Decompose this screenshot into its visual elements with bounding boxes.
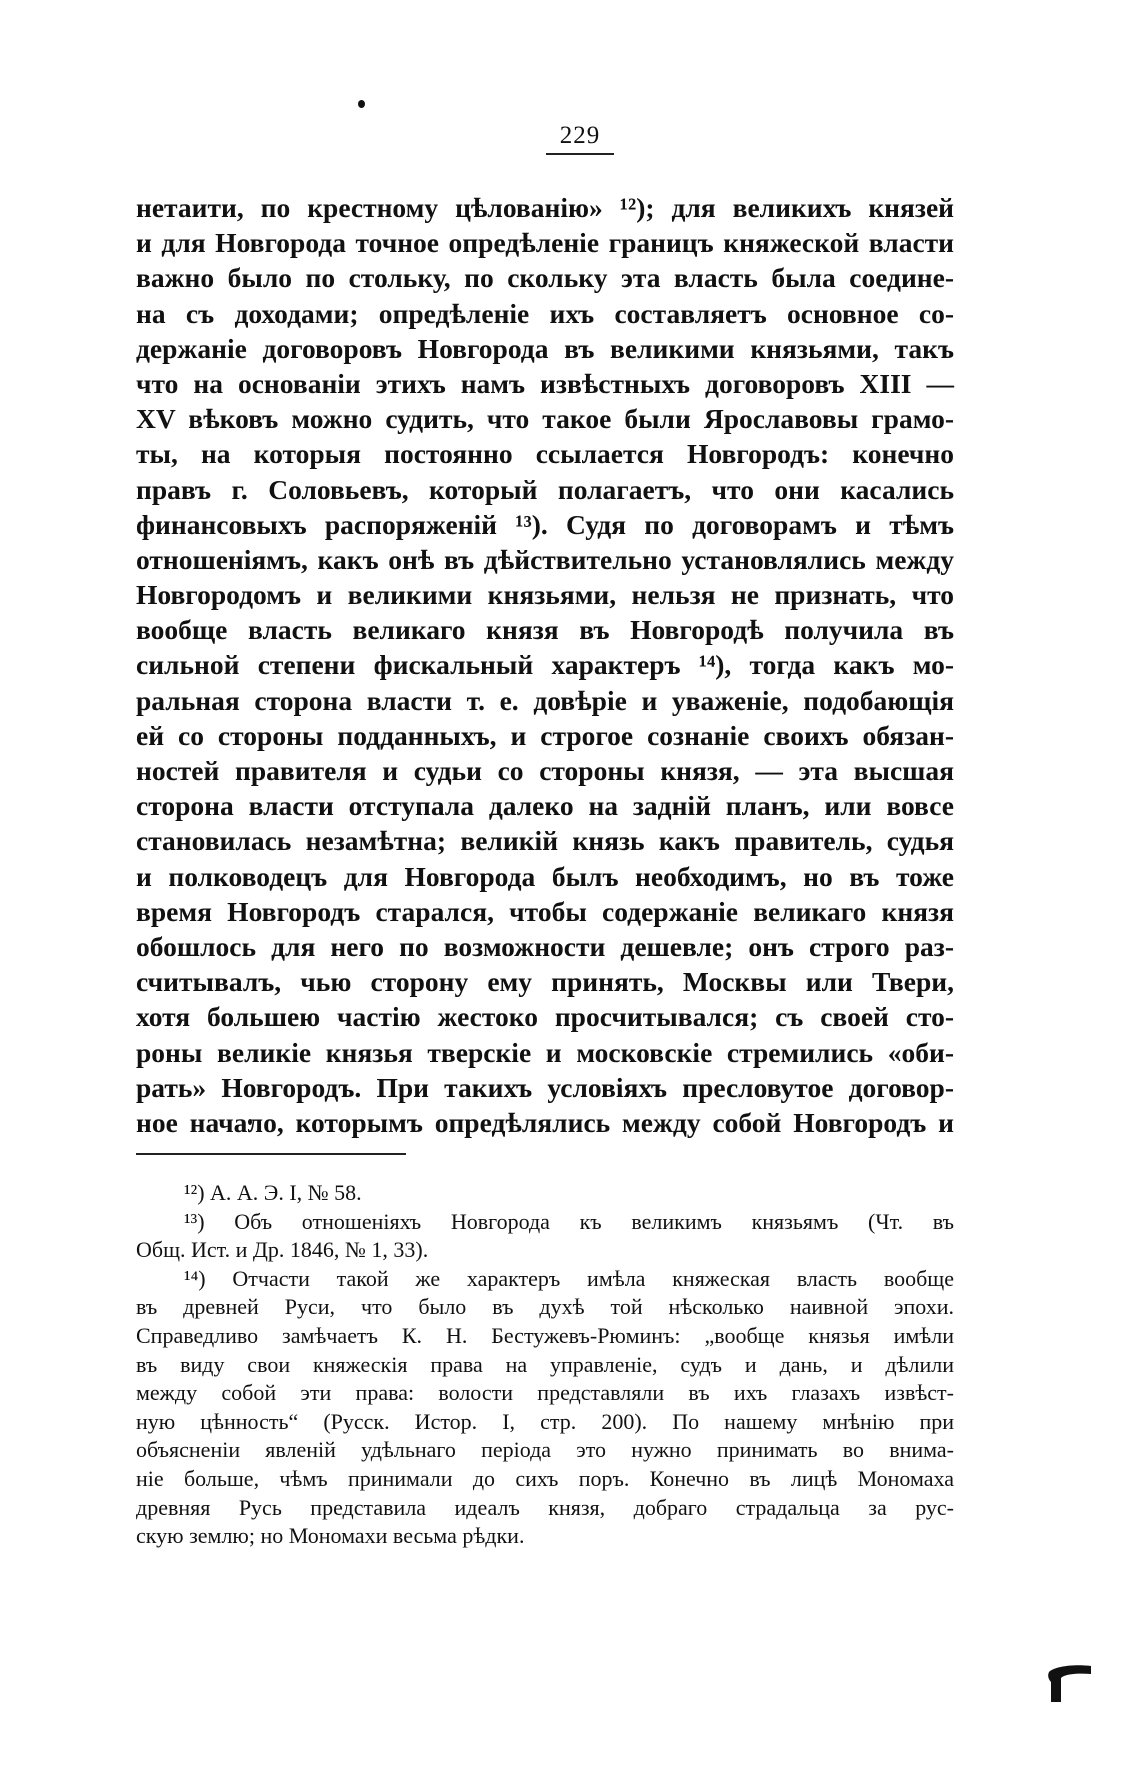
page-number: [0, 122, 1140, 155]
body-line: сторона власти отступала далеко на задній планъ, или вовсе: [136, 790, 954, 822]
body-line: ностей правителя и судьи со стороны князя, — эта высшая: [136, 755, 954, 786]
footnote-line: скую землю; но Мономахи весьма рѣдки.: [136, 1523, 525, 1549]
body-line: правъ г. Соловьевъ, который полагаетъ, что они касались: [136, 473, 954, 505]
footnote-line: древняя Русь представила идеалъ князя, добраго страдальца за рус-: [136, 1494, 954, 1520]
body-line: нетаити, по крестному цѣлованію» ¹²); для великихъ князей: [136, 192, 954, 223]
body-line: сильной степени фискальный характеръ ¹⁴), тогда какъ мо-: [136, 649, 954, 681]
body-line: рать» Новгородъ. При такихъ условіяхъ пресловутое договор-: [136, 1071, 954, 1103]
body-line: и полководецъ для Новгорода былъ необходимъ, но въ тоже: [136, 860, 954, 892]
body-line: вообще власть великаго князя въ Новгородѣ получила въ: [136, 614, 954, 646]
body-line: финансовыхъ распоряженій ¹³). Судя по договорамъ и тѣмъ: [136, 508, 954, 540]
body-line: важно было по стольку, по скольку эта власть была соедине-: [136, 262, 954, 294]
body-line: на съ доходами; опредѣленіе ихъ составляетъ основное со-: [136, 297, 954, 329]
body-line: Новгородомъ и великими князьями, нельзя не признать, что: [136, 579, 954, 611]
footnote-line: Общ. Ист. и Др. 1846, № 1, 33).: [136, 1237, 429, 1263]
footnotes: [136, 1179, 954, 1551]
footnote-line: ¹³) Объ отношеніяхъ Новгорода къ великимъ князьямъ (Чт. въ: [184, 1208, 954, 1234]
page-number-label: 229: [546, 122, 615, 155]
body-line: ральная сторона власти т. е. довѣріе и уваженіе, подобающія: [136, 684, 954, 716]
body-line: ты, на которыя постоянно ссылается Новгородъ: конечно: [136, 438, 954, 470]
footnote-line: въ древней Руси, что было въ духѣ той нѣсколько наивной эпохи.: [136, 1294, 954, 1320]
footnote-13: [136, 1208, 954, 1265]
body-line: что на основаніи этихъ намъ извѣстныхъ договоровъ XIII —: [136, 367, 954, 399]
footnote-12: [136, 1179, 954, 1208]
body-line: держаніе договоровъ Новгорода въ великими князьями, такъ: [136, 332, 954, 364]
footnote-line: ¹²) А. А. Э. І, № 58.: [184, 1180, 362, 1205]
footnote-line: ную цѣнность“ (Русск. Истор. I, стр. 200). По нашему мнѣнію при: [136, 1408, 954, 1434]
body-line: время Новгородъ старался, чтобы содержаніе великаго князя: [136, 895, 954, 927]
body-line: становилась незамѣтна; великій князь какъ правитель, судья: [136, 825, 954, 857]
footnote-line: между собой эти права: волости представляли въ ихъ глазахъ извѣст-: [136, 1380, 954, 1406]
main-text: [136, 190, 954, 1140]
footnote-line: Справедливо замѣчаетъ К. Н. Бестужевъ-Рюминъ: „вообще князья имѣли: [136, 1322, 954, 1348]
body-line: ей со стороны подданныхъ, и строгое сознаніе своихъ обязан-: [136, 719, 954, 751]
body-line: и для Новгорода точное опредѣленіе границъ княжеской власти: [136, 227, 954, 259]
ink-speck: [358, 100, 365, 108]
footnote-divider: [136, 1153, 406, 1155]
body-line: XV вѣковъ можно судить, что такое были Ярославовы грамо-: [136, 403, 954, 435]
body-line: отношеніямъ, какъ онѣ въ дѣйствительно установлялись между: [136, 543, 954, 575]
footnote-14: [136, 1265, 954, 1551]
footnote-line: ніе больше, чѣмъ принимали до сихъ поръ. Конечно въ лицѣ Мономаха: [136, 1465, 954, 1491]
footnote-line: въ виду свои княжескія права на управленіе, судъ и дань, и дѣлили: [136, 1351, 954, 1377]
scan-artifact-mark: [1045, 1660, 1093, 1704]
footnote-line: ¹⁴) Отчасти такой же характеръ имѣла княжеская власть вообще: [184, 1265, 954, 1291]
body-line: хотя большею частію жестоко просчитывался; съ своей сто-: [136, 1001, 954, 1033]
body-line: ное начало, которымъ опредѣлялись между собой Новгородъ и: [136, 1106, 954, 1138]
body-line: роны великіе князья тверскіе и московскіе стремились «оби-: [136, 1036, 954, 1068]
footnote-line: объясненіи явленій удѣльнаго періода это нужно принимать во внима-: [136, 1437, 954, 1463]
body-line: считывалъ, чью сторону ему принять, Москвы или Твери,: [136, 966, 954, 998]
body-line: обошлось для него по возможности дешевле; онъ строго раз-: [136, 930, 954, 962]
